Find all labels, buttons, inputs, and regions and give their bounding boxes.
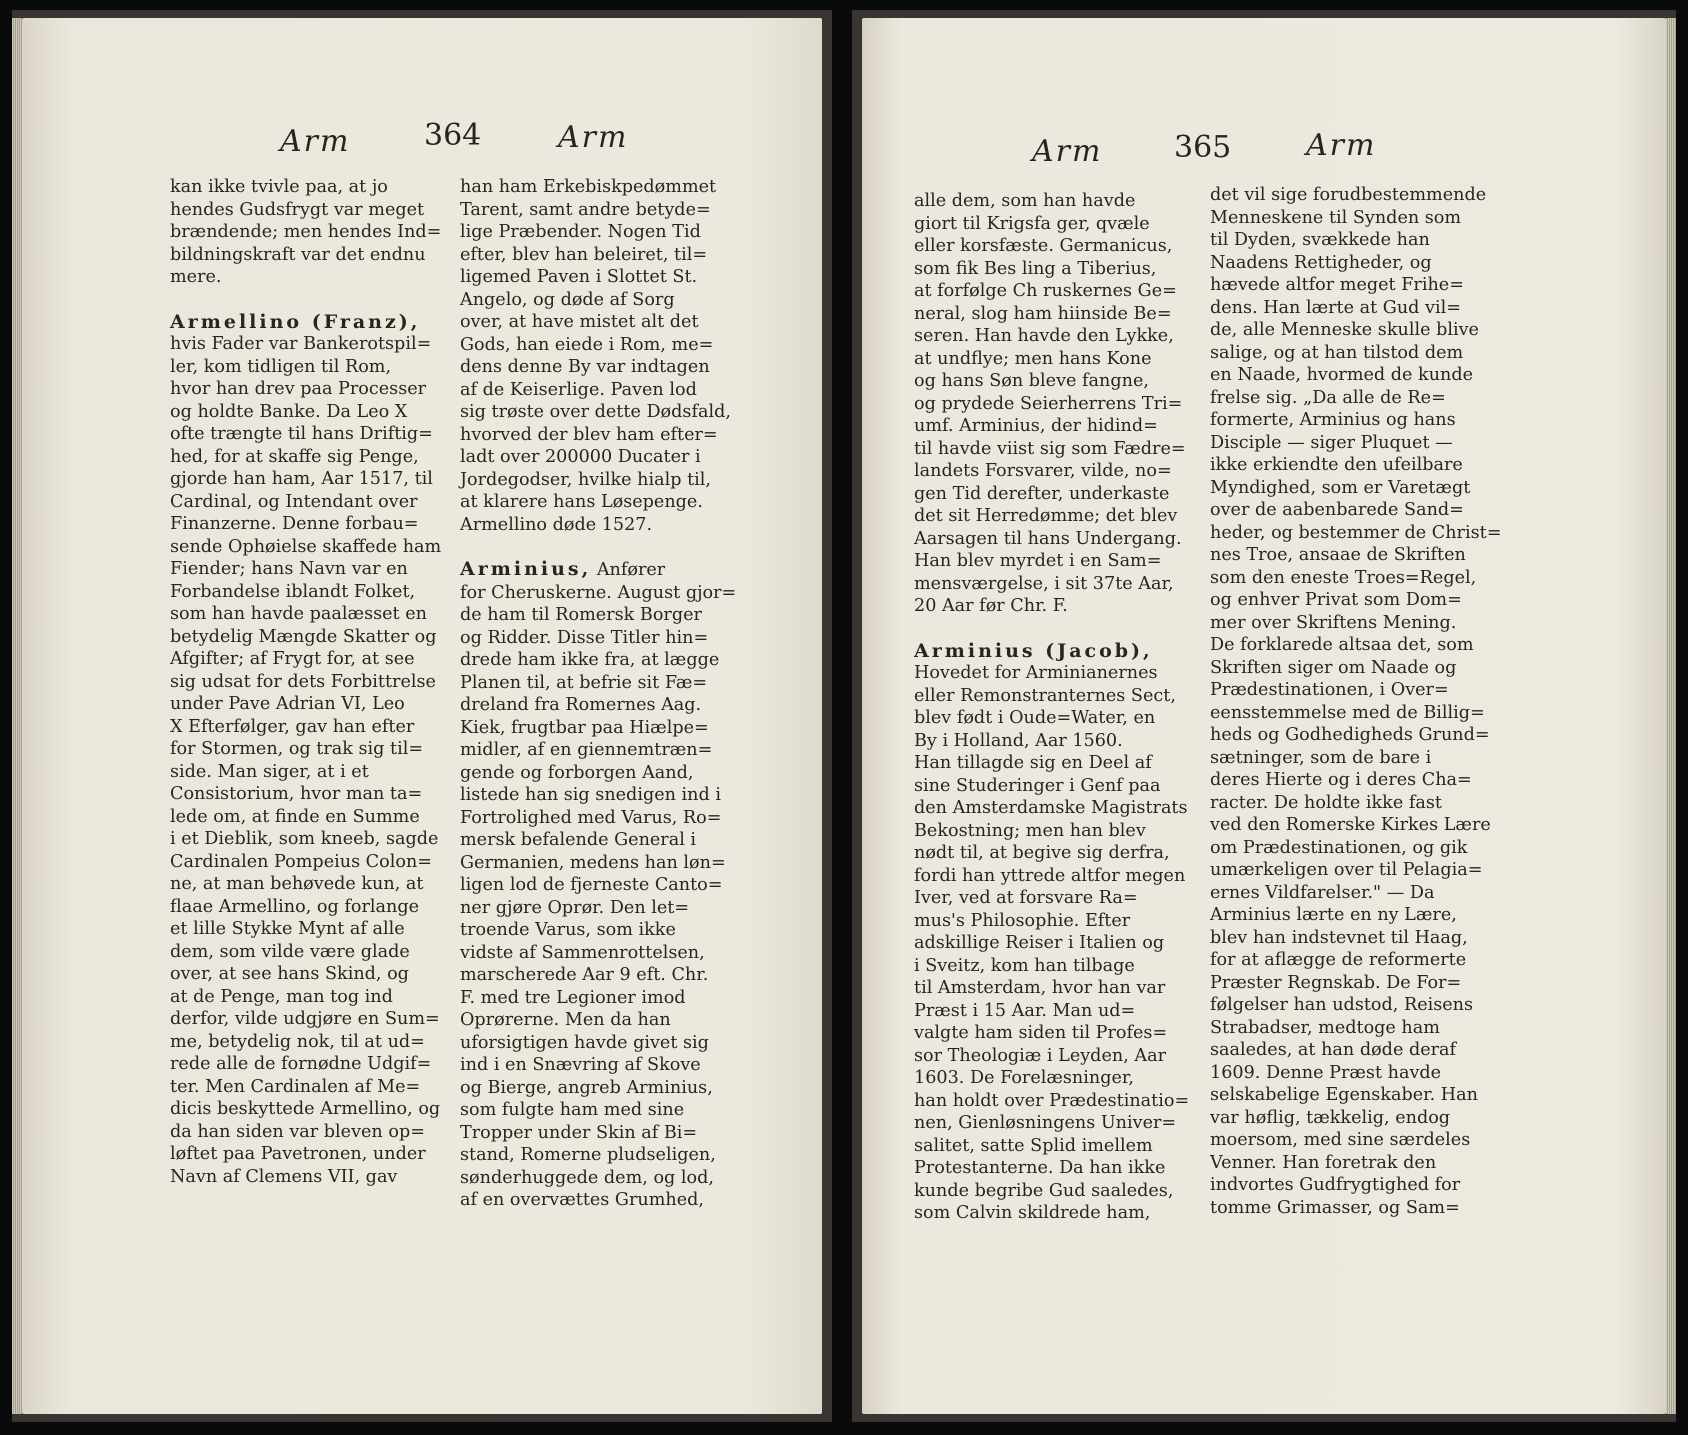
text-line: marscherede Aar 9 eft. Chr. <box>460 965 709 985</box>
text-line: salige, og at han tilstod dem <box>1210 342 1464 363</box>
text-line: Tropper under Skin af Bi= <box>460 1122 698 1143</box>
text-line: Germanien, medens han løn= <box>460 852 726 873</box>
text-line: mus's Philosophie. Efter <box>914 910 1131 931</box>
text-line: Jordegodser, hvilke hialp til, <box>460 469 711 490</box>
right-column-1 <box>914 190 1198 1225</box>
text-line: som Calvin skildrede ham, <box>914 1203 1151 1223</box>
text-line: fordi han yttrede altfor megen <box>914 865 1186 886</box>
text-line: salitet, satte Splid imellem <box>914 1135 1153 1156</box>
text-line: hvorved der blev ham efter= <box>460 424 718 445</box>
text-line: listede han sig snedigen ind i <box>460 785 721 805</box>
text-line: Hovedet for Arminianernes <box>914 663 1158 683</box>
text-line: han holdt over Prædestinatio= <box>914 1090 1190 1111</box>
text-line: ler, kom tidligen til Rom, <box>170 356 392 377</box>
text-line: lige Præbender. Nogen Tid <box>460 222 701 242</box>
text-line: som den eneste Troes=Regel, <box>1210 567 1477 588</box>
text-line: stand, Romerne pludseligen, <box>460 1145 716 1165</box>
text-line: rede alle de fornødne Udgif= <box>170 1054 432 1074</box>
text-line: gen Tid derefter, underkaste <box>914 483 1170 504</box>
text-line: blev han indstevnet til Haag, <box>1210 927 1468 948</box>
text-line: side. Man siger, at i et <box>170 761 369 782</box>
text-line: over, at see hans Skind, og <box>170 964 409 984</box>
text-line: alle dem, som han havde <box>914 191 1136 211</box>
left-column-1 <box>170 176 440 1188</box>
running-head-right: Arm <box>1306 128 1377 163</box>
text-line: ligemed Paven i Slottet St. <box>460 267 698 287</box>
text-line: umf. Arminius, der hidind= <box>914 416 1158 436</box>
text-line: uforsigtigen havde givet sig <box>460 1032 709 1053</box>
text-line: et lille Stykke Mynt af alle <box>170 919 405 939</box>
text-line: dens denne By var indtagen <box>460 357 710 377</box>
text-line: ofte trængte til hans Driftig= <box>170 424 433 444</box>
text-line: selskabelige Egenskaber. Han <box>1210 1085 1478 1105</box>
text-line: racter. De holdte ikke fast <box>1210 792 1442 813</box>
text-line: og hans Søn bleve fangne, <box>914 371 1149 391</box>
text-line: og Bierge, angreb Arminius, <box>460 1077 713 1098</box>
text-line: drede ham ikke fra, at lægge <box>460 650 720 670</box>
text-line: hævede altfor meget Frihe= <box>1210 275 1464 295</box>
text-line: heds og Godhedigheds Grund= <box>1210 725 1490 745</box>
text-line: hed, for at skaffe sig Penge, <box>170 446 419 467</box>
text-line: de, alle Menneske skulle blive <box>1210 320 1479 340</box>
text-line: at de Penge, man tog ind <box>170 986 393 1007</box>
text-line: over, at have mistet alt det <box>460 312 699 332</box>
text-line: Finanzerne. Denne forbau= <box>170 514 419 534</box>
text-line: Menneskene til Synden som <box>1210 207 1462 228</box>
text-line: deres Hierte og i deres Cha= <box>1210 770 1472 790</box>
text-line: af de Keiserlige. Paven lod <box>460 379 697 400</box>
left-page-frame <box>12 10 832 1422</box>
text-line: som fulgte ham med sine <box>460 1100 685 1120</box>
text-line: Cardinalen Pompeius Colon= <box>170 851 433 872</box>
text-line: blev født i Oude=Water, en <box>914 708 1156 728</box>
text-line: det sit Herredømme; det blev <box>914 506 1178 526</box>
text-line: tomme Grimasser, og Sam= <box>1210 1197 1460 1218</box>
text-line: hvor han drev paa Processer <box>170 379 427 399</box>
text-line: kan ikke tvivle paa, at jo <box>170 177 388 197</box>
text-line: den Amsterdamske Magistrats <box>914 798 1188 818</box>
text-line: ligen lod de fjerneste Canto= <box>460 875 723 895</box>
text-line: flaae Armellino, og forlange <box>170 896 420 917</box>
text-line: sine Studeringer i Genf paa <box>914 775 1161 796</box>
paragraph <box>170 176 440 289</box>
running-head-left: Arm <box>1032 134 1103 169</box>
text-line: Han tillagde sig en Deel af <box>914 753 1152 773</box>
text-line: ind i en Snævring af Skove <box>460 1055 701 1075</box>
text-line: sig trøste over dette Dødsfald, <box>460 402 731 422</box>
text-line: midler, af en giennemtræn= <box>460 740 713 760</box>
text-line: moersom, med sine særdeles <box>1210 1130 1471 1150</box>
left-page <box>22 18 822 1414</box>
text-line: hendes Gudsfrygt var meget <box>170 199 425 220</box>
text-line: nes Troe, ansaae de Skriften <box>1210 545 1466 565</box>
text-line: bildningskraft var det endnu <box>170 244 426 265</box>
text-line: Navn af Clemens VII, gav <box>170 1166 398 1187</box>
text-line: hvis Fader var Bankerotspil= <box>170 334 432 354</box>
right-page-frame <box>852 10 1676 1422</box>
text-line: til havde viist sig som Fædre= <box>914 438 1186 459</box>
text-line: 1609. Denne Præst havde <box>1210 1062 1442 1083</box>
text-line: de ham til Romersk Borger <box>460 605 702 625</box>
text-line: Cardinal, og Intendant over <box>170 491 418 512</box>
text-line: giort til Krigsfa ger, qvæle <box>914 213 1150 234</box>
text-line: Arminius lærte en ny Lære, <box>1210 905 1457 925</box>
paragraph <box>460 176 742 536</box>
paragraph <box>1210 184 1502 1219</box>
text-line: me, betydelig nok, til at ud= <box>170 1031 425 1052</box>
text-line: Bekostning; men han blev <box>914 820 1146 841</box>
text-line: sig udsat for dets Forbittrelse <box>170 671 436 692</box>
text-line: neral, slog ham hiinside Be= <box>914 303 1172 324</box>
text-line: Oprørerne. Men da han <box>460 1010 671 1030</box>
text-line: Angelo, og døde af Sorg <box>460 289 675 310</box>
entry-heading: Arminius (Jacob), <box>914 639 1153 662</box>
text-line: eller korsfæste. Germanicus, <box>914 236 1173 256</box>
text-line: at forfølge Ch ruskernes Ge= <box>914 281 1177 301</box>
text-line: i et Dieblik, som kneeb, sagde <box>170 829 439 849</box>
text-line: troende Varus, som ikke <box>460 920 676 940</box>
text-line: af en overvættes Grumhed, <box>460 1190 705 1210</box>
text-line: gende og forborgen Aand, <box>460 762 694 783</box>
text-line: Præster Regnskab. De For= <box>1210 972 1462 993</box>
entry-heading: Armellino (Franz), <box>170 310 421 333</box>
text-line: Myndighed, som er Varetægt <box>1210 477 1471 498</box>
text-line: 20 Aar før Chr. F. <box>914 596 1068 616</box>
text-line: efter, blev han beleiret, til= <box>460 244 708 265</box>
paragraph <box>914 662 1198 1225</box>
text-line: Venner. Han foretrak den <box>1210 1152 1437 1173</box>
text-line: og Ridder. Disse Titler hin= <box>460 627 709 648</box>
text-line: for Cheruskerne. August gjor= <box>460 582 737 603</box>
text-line: gjorde han ham, Aar 1517, til <box>170 469 433 489</box>
text-line: og prydede Seierherrens Tri= <box>914 393 1183 414</box>
text-line: Gods, han eiede i Rom, me= <box>460 334 714 355</box>
text-line: Tarent, samt andre betyde= <box>460 199 711 220</box>
text-line: og holdte Banke. Da Leo X <box>170 401 408 422</box>
text-line: han ham Erkebiskpedømmet <box>460 177 717 197</box>
running-head-right: Arm <box>558 120 629 155</box>
right-page <box>862 18 1666 1414</box>
text-line: mere. <box>170 267 222 287</box>
text-line: Fiender; hans Navn var en <box>170 559 408 579</box>
text-line: Kiek, frugtbar paa Hiælpe= <box>460 717 709 738</box>
text-line: Iver, ved at forsvare Ra= <box>914 888 1138 908</box>
text-line: sætninger, som de bare i <box>1210 747 1432 768</box>
text-line: ne, at man behøvede kun, at <box>170 874 424 894</box>
text-line: for at aflægge de reformerte <box>1210 950 1467 970</box>
text-line: Skriften siger om Naade og <box>1210 657 1457 678</box>
text-line: Afgifter; af Frygt for, at see <box>170 649 415 669</box>
text-line: betydelig Mængde Skatter og <box>170 626 437 647</box>
text-line: da han siden var bleven op= <box>170 1121 425 1142</box>
text-line: ter. Men Cardinalen af Me= <box>170 1076 421 1097</box>
text-line: over de aabenbarede Sand= <box>1210 500 1464 520</box>
entry-heading-line <box>460 558 742 582</box>
text-line: seren. Han havde den Lykke, <box>914 326 1174 346</box>
text-line: ner gjøre Oprør. Den let= <box>460 897 690 918</box>
text-line: Fortrolighed med Varus, Ro= <box>460 807 722 828</box>
text-line: Naadens Rettigheder, og <box>1210 252 1432 273</box>
text-line: F. med tre Legioner imod <box>460 987 686 1008</box>
text-line: mensværgelse, i sit 37te Aar, <box>914 573 1174 594</box>
entry-heading-rest: Anfører <box>591 560 666 580</box>
text-line: Prædestinationen, i Over= <box>1210 680 1449 700</box>
text-line: Consistorium, hvor man ta= <box>170 784 423 804</box>
paragraph <box>170 333 440 1188</box>
right-column-2 <box>1210 184 1502 1219</box>
text-line: Disciple — siger Pluquet — <box>1210 432 1453 453</box>
text-line: sor Theologiæ i Leyden, Aar <box>914 1045 1166 1066</box>
text-line: ernes Vildfarelser." — Da <box>1210 882 1435 903</box>
text-line: i Sveitz, kom han tilbage <box>914 955 1135 976</box>
text-line: var høflig, tækkelig, endog <box>1210 1107 1451 1128</box>
text-line: vidste af Sammenrottelsen, <box>460 942 705 963</box>
text-line: følgelser han udstod, Reisens <box>1210 995 1474 1015</box>
text-line: det vil sige forudbestemmende <box>1210 185 1487 205</box>
text-line: under Pave Adrian VI, Leo <box>170 694 405 714</box>
page-edge-stack <box>12 18 22 1414</box>
text-line: mersk befalende General i <box>460 830 697 850</box>
running-head-left: Arm <box>280 124 351 159</box>
text-line: sende Ophøielse skaffede ham <box>170 536 442 557</box>
text-line: eensstemmelse med de Billig= <box>1210 702 1485 723</box>
text-line: frelse sig. „Da alle de Re= <box>1210 387 1446 408</box>
text-line: Strabadser, medtoge ham <box>1210 1017 1440 1038</box>
text-line: sønderhuggede dem, og lod, <box>460 1167 714 1188</box>
text-line: valgte ham siden til Profes= <box>914 1023 1168 1043</box>
text-line: Han blev myrdet i en Sam= <box>914 551 1162 571</box>
text-line: indvortes Gudfrygtighed for <box>1210 1175 1461 1195</box>
text-line: De forklarede altsaa det, som <box>1210 635 1474 655</box>
text-line: heder, og bestemmer de Christ= <box>1210 522 1502 543</box>
text-line: at undflye; men hans Kone <box>914 348 1152 369</box>
text-line: Forbandelse iblandt Folket, <box>170 581 416 602</box>
text-line: dem, som vilde være glade <box>170 941 410 962</box>
text-line: dreland fra Romernes Aag. <box>460 695 702 715</box>
left-column-2 <box>460 176 742 1212</box>
text-line: mer over Skriftens Mening. <box>1210 612 1457 633</box>
text-line: for Stormen, og trak sig til= <box>170 739 424 759</box>
text-line: en Naade, hvormed de kunde <box>1210 365 1474 385</box>
text-line: eller Remonstranternes Sect, <box>914 685 1176 706</box>
text-line: som han havde paalæsset en <box>170 604 427 624</box>
page-number: 364 <box>424 118 482 153</box>
text-line: Protestanterne. Da han ikke <box>914 1158 1166 1178</box>
text-line: at klarere hans Løsepenge. <box>460 492 703 512</box>
text-line: som fik Bes ling a Tiberius, <box>914 258 1157 279</box>
text-line: Aarsagen til hans Undergang. <box>914 528 1182 549</box>
text-line: ikke erkiendte den ufeilbare <box>1210 455 1463 475</box>
text-line: nødt til, at begive sig derfra, <box>914 843 1170 863</box>
text-line: Præst i 15 Aar. Man ud= <box>914 1000 1136 1021</box>
text-line: til Dyden, svækkede han <box>1210 230 1430 250</box>
text-line: By i Holland, Aar 1560. <box>914 730 1123 751</box>
text-line: løftet paa Pavetronen, under <box>170 1144 426 1164</box>
text-line: dicis beskyttede Armellino, og <box>170 1099 441 1119</box>
text-line: 1603. De Forelæsninger, <box>914 1068 1134 1088</box>
paragraph <box>914 190 1198 618</box>
text-line: Planen til, at befrie sit Fæ= <box>460 672 708 693</box>
page-number: 365 <box>1174 130 1232 165</box>
text-line: Armellino døde 1527. <box>460 514 653 535</box>
text-line: X Efterfølger, gav han efter <box>170 716 415 737</box>
text-line: brændende; men hendes Ind= <box>170 222 442 242</box>
text-line: derfor, vilde udgjøre en Sum= <box>170 1009 440 1029</box>
text-line: saaledes, at han døde deraf <box>1210 1040 1457 1060</box>
text-line: ladt over 200000 Ducater i <box>460 447 701 467</box>
text-line: formerte, Arminius og hans <box>1210 410 1456 430</box>
text-line: ved den Romerske Kirkes Lære <box>1210 815 1491 835</box>
text-line: til Amsterdam, hvor han var <box>914 978 1166 998</box>
text-line: adskillige Reiser i Italien og <box>914 933 1165 953</box>
paragraph <box>460 582 742 1212</box>
text-line: lede om, at finde en Summe <box>170 806 420 827</box>
page-edge-stack <box>1666 18 1676 1414</box>
text-line: om Prædestinationen, og gik <box>1210 837 1468 858</box>
text-line: landets Forsvarer, vilde, no= <box>914 461 1172 481</box>
text-line: dens. Han lærte at Gud vil= <box>1210 297 1461 318</box>
entry-heading: Arminius, <box>460 558 592 580</box>
text-line: umærkeligen over til Pelagia= <box>1210 860 1483 880</box>
text-line: nen, Gienløsningens Univer= <box>914 1113 1177 1133</box>
text-line: og enhver Privat som Dom= <box>1210 590 1462 610</box>
text-line: kunde begribe Gud saaledes, <box>914 1180 1174 1201</box>
